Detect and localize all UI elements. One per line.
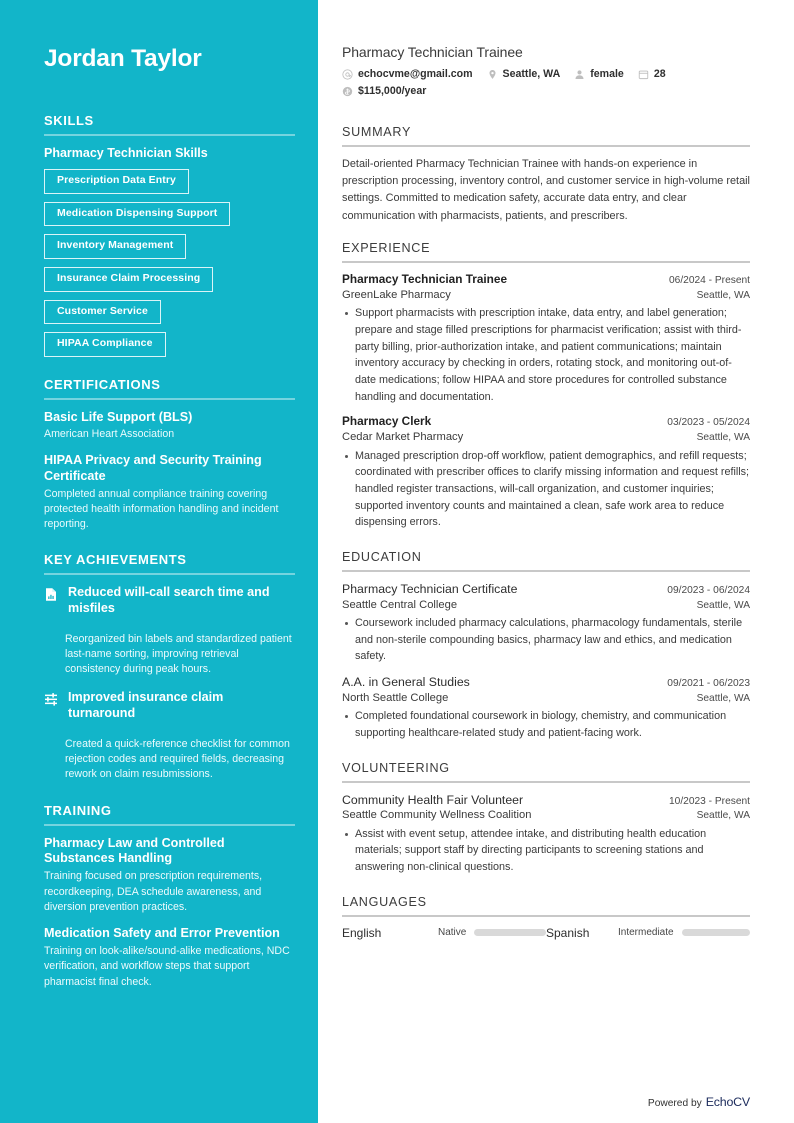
volunteering-entry: [342, 792, 750, 876]
training-item: [44, 836, 294, 916]
languages-heading: LANGUAGES: [342, 894, 427, 909]
contact-age: [638, 68, 666, 80]
language-item: [342, 926, 546, 940]
experience-bullets: [342, 448, 750, 531]
language-name: English: [342, 925, 382, 940]
education-location: Seattle, WA: [696, 692, 750, 704]
training-heading: TRAINING: [44, 802, 112, 818]
education-organization: North Seattle College: [342, 691, 449, 704]
achievement-item: [44, 585, 294, 620]
certification-subtitle: American Heart Association: [44, 428, 175, 441]
languages-divider: [342, 915, 750, 917]
contact-info: [342, 68, 750, 97]
skill-group-title: Pharmacy Technician Skills: [44, 146, 208, 161]
experience-location: Seattle, WA: [696, 289, 750, 301]
sidebar-section-training: [44, 803, 294, 990]
bullet-item: Assist with event setup, attendee intake, and distributing health education materials; support staff by directing participants to screening stations and answering non-clinical questions.: [342, 826, 750, 876]
sidebar-section-key-achievements: [44, 552, 294, 783]
section-experience: [342, 231, 750, 531]
contact-row: [342, 68, 750, 80]
education-title: Pharmacy Technician Certificate: [342, 581, 518, 596]
sliders-icon: [44, 690, 59, 725]
section-languages: [342, 885, 750, 940]
training-description: Training focused on prescription requirements, recordkeeping, DEA schedule awareness, and diversion prevention practices.: [44, 870, 263, 913]
bullet-item: Managed prescription drop-off workflow, patient demographics, and refill requests; coordinated with prescriber offices to clarify missing information and request refills; handled register transactions, will-call organization, and customer inquiries; supported inventory counts and maintained a clean, safe work area to reduce dispensing errors.: [342, 448, 750, 531]
summary-heading: SUMMARY: [342, 125, 412, 139]
certification-subtitle: Completed annual compliance training covering protected health information handling and incident reporting.: [44, 487, 279, 530]
skill-chip: Inventory Management: [44, 234, 186, 259]
candidate-name: Jordan Taylor: [44, 45, 202, 72]
certification-item: [44, 410, 294, 443]
contact-salary: [342, 85, 426, 97]
training-title: Medication Safety and Error Prevention: [44, 926, 280, 941]
bullet-item: Support pharmacists with prescription intake, data entry, and label generation; prepare and stage filled prescriptions for pharmacist verification; assist with third-party billing, prior-authorization intake, and patient communications; maintain inventory accuracy by checking in orders, rotating stock, and monitoring out-of-date medications; follow HIPAA and store procedures for controlled substance handling and documentation.: [342, 305, 750, 405]
contact-age-value: 28: [653, 68, 666, 80]
experience-bullets: [342, 305, 750, 405]
summary-divider: [342, 145, 750, 147]
volunteering-bullets: [342, 826, 750, 876]
calendar-icon: [638, 69, 649, 80]
experience-heading: EXPERIENCE: [342, 240, 431, 255]
key-achievements-heading: KEY ACHIEVEMENTS: [44, 551, 187, 567]
volunteering-dates: 10/2023 - Present: [669, 795, 750, 807]
certifications-heading: CERTIFICATIONS: [44, 376, 161, 392]
email-icon: [342, 69, 353, 80]
location-pin-icon: [487, 69, 498, 80]
language-level: Native: [438, 927, 467, 939]
education-heading: EDUCATION: [342, 549, 422, 564]
education-location: Seattle, WA: [696, 599, 750, 611]
training-title: Pharmacy Law and Controlled Substances Handling: [44, 835, 225, 866]
training-divider: [44, 824, 295, 826]
key-achievements-divider: [44, 573, 295, 575]
certification-title: HIPAA Privacy and Security Training Certificate: [44, 453, 262, 483]
experience-organization: Cedar Market Pharmacy: [342, 431, 464, 444]
language-proficiency-bar: [474, 929, 546, 936]
skill-chip-list: [44, 169, 294, 356]
language-level: Intermediate: [618, 927, 674, 939]
training-item: [44, 926, 294, 990]
experience-title: Pharmacy Technician Trainee: [342, 271, 508, 286]
volunteering-title: Community Health Fair Volunteer: [342, 792, 524, 807]
bullet-item: Coursework included pharmacy calculations, pharmacology fundamentals, sterile and non-sterile compounding basics, pharmacy law and ethics, and medication safety.: [342, 615, 750, 665]
skills-divider: [44, 134, 295, 136]
footer-powered-by: Powered by: [647, 1098, 702, 1109]
contact-gender: [574, 68, 624, 80]
language-proficiency-bar: [682, 929, 750, 936]
person-icon: [574, 69, 585, 80]
skill-chip: Medication Dispensing Support: [44, 202, 230, 227]
experience-divider: [342, 261, 750, 263]
bullet-item: Completed foundational coursework in biology, chemistry, and communication supporting healthcare-related study and patient-facing work.: [342, 708, 750, 741]
achievement-description: Reorganized bin labels and standardized patient last-name sorting, improving retrieval consistency during peak hours.: [65, 632, 292, 676]
experience-dates: 03/2023 - 05/2024: [667, 417, 750, 429]
section-volunteering: [342, 751, 750, 876]
summary-text: Detail-oriented Pharmacy Technician Trainee with hands-on experience in prescription processing, inventory control, and customer service in high-volume retail settings. Committed to medication safety, accurate data entry, and clear communication with pharmacists, patients, and prescribers.: [342, 158, 750, 222]
contact-row: [342, 85, 750, 97]
volunteering-divider: [342, 781, 750, 783]
salary-icon: [342, 86, 353, 97]
achievement-title: Reduced will-call search time and misfiles: [68, 584, 270, 615]
education-organization: Seattle Central College: [342, 598, 458, 611]
skill-chip: HIPAA Compliance: [44, 332, 166, 357]
volunteering-organization: Seattle Community Wellness Coalition: [342, 809, 532, 822]
footer-brand: EchoCV: [705, 1095, 750, 1109]
section-summary: [342, 115, 750, 225]
contact-salary-value: $115,000/year: [358, 85, 427, 97]
page-title: Pharmacy Technician Trainee: [342, 44, 523, 60]
section-education: [342, 540, 750, 742]
skills-heading: SKILLS: [44, 113, 94, 129]
footer: [648, 1095, 750, 1109]
certifications-divider: [44, 398, 295, 400]
achievement-title: Improved insurance claim turnaround: [68, 689, 224, 720]
experience-entry: [342, 272, 750, 405]
volunteering-heading: VOLUNTEERING: [342, 760, 450, 775]
sidebar-section-certifications: [44, 377, 294, 532]
education-dates: 09/2023 - 06/2024: [667, 584, 750, 596]
skill-chip: Prescription Data Entry: [44, 169, 189, 194]
skill-chip: Insurance Claim Processing: [44, 267, 213, 292]
document-chart-icon: [44, 585, 59, 620]
achievement-description: Created a quick-reference checklist for common rejection codes and required fields, decreasing rework on claim resubmissions.: [65, 737, 290, 781]
sidebar: [0, 0, 318, 1123]
contact-email-value: echocvme@gmail.com: [358, 68, 473, 80]
certification-title: Basic Life Support (BLS): [44, 409, 193, 424]
sidebar-section-skills: [44, 113, 294, 356]
training-description: Training on look-alike/sound-alike medications, NDC verification, and workflow steps that support pharmacist final check.: [44, 945, 290, 988]
education-title: A.A. in General Studies: [342, 675, 470, 690]
achievement-item: [44, 690, 294, 725]
education-bullets: [342, 615, 750, 665]
contact-email: [342, 68, 473, 80]
language-item: [546, 926, 750, 940]
main-column: [318, 0, 794, 1123]
contact-location: [487, 68, 561, 80]
education-dates: 09/2021 - 06/2023: [667, 678, 750, 690]
language-name: Spanish: [546, 925, 590, 940]
experience-dates: 06/2024 - Present: [669, 274, 750, 286]
education-divider: [342, 570, 750, 572]
skill-chip: Customer Service: [44, 300, 161, 325]
experience-location: Seattle, WA: [696, 432, 750, 444]
contact-location-value: Seattle, WA: [502, 68, 561, 80]
education-entry: [342, 674, 750, 742]
experience-organization: GreenLake Pharmacy: [342, 288, 451, 301]
experience-title: Pharmacy Clerk: [342, 414, 432, 429]
language-list: [342, 926, 750, 940]
certification-item: [44, 453, 294, 531]
contact-gender-value: female: [590, 68, 624, 80]
volunteering-location: Seattle, WA: [696, 810, 750, 822]
education-entry: [342, 581, 750, 665]
education-bullets: [342, 708, 750, 741]
experience-entry: [342, 414, 750, 531]
